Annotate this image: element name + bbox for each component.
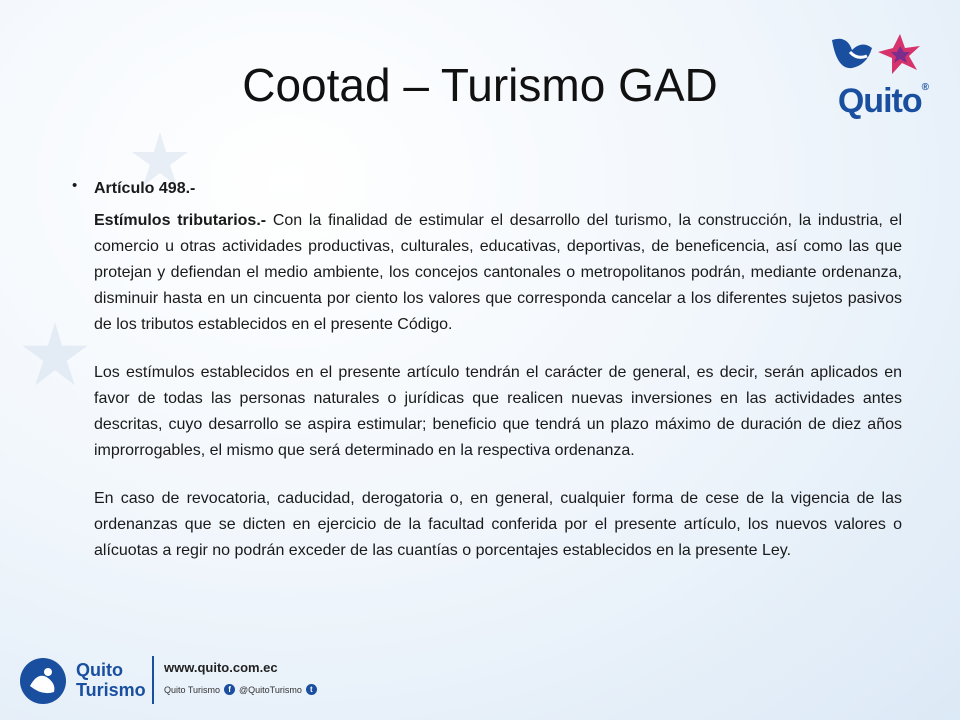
footer-brand xyxy=(76,660,146,700)
registered-mark: ® xyxy=(921,82,928,93)
footer xyxy=(18,652,348,708)
slide-title: Cootad – Turismo GAD xyxy=(242,59,718,111)
article-heading: Artículo 498.- xyxy=(94,180,196,197)
slide-content xyxy=(72,176,902,586)
bullet-item xyxy=(72,176,902,204)
footer-social xyxy=(164,684,317,695)
footer-website[interactable]: www.quito.com.ec xyxy=(164,660,278,675)
paragraph-1-lead: Estímulos tributarios.- xyxy=(94,212,267,229)
paragraph-2: Los estímulos establecidos en el presente artículo tendrán el carácter de general, es decir, serán aplicados en favor de todas las personas naturales o jurídicas que realicen nuevas inversiones en las actividades antes descritas, cuyo desarrollo se aspira estimular; beneficio que tendrá un plazo máximo de duración de diez años improrrogables, el mismo que será determinado en la respectiva ordenanza. xyxy=(94,364,902,459)
footer-brand-line1: Quito xyxy=(76,660,123,680)
footer-divider xyxy=(152,656,154,704)
paragraph-3: En caso de revocatoria, caducidad, derogatoria o, en general, cualquier forma de cese de la vigencia de las ordenanzas que se dicten en ejercicio de la facultad conferida por el presente artículo, los nuevos valores o alícuotas a regir no podrán exceder de las cuantías o porcentajes establecidos en la presente Ley. xyxy=(94,490,902,559)
quito-logo-text xyxy=(838,82,928,121)
logo-wordmark: Quito xyxy=(837,82,922,120)
facebook-icon[interactable]: f xyxy=(224,684,235,695)
twitter-label[interactable]: @QuitoTurismo xyxy=(239,684,302,695)
twitter-icon[interactable]: t xyxy=(306,684,317,695)
paragraph-1-body: Con la finalidad de estimular el desarrollo del turismo, la construcción, la industria, el comercio u otras actividades productivas, culturales, educativas, deportivas, de beneficencia, así como las que protejan y defiendan el medio ambiente, los concejos cantonales o metropolitanos podrán, mediante ordenanza, disminuir hasta en un cincuenta por ciento los valores que corresponda cancelar a los diferentes sujetos pasivos de los tributos establecidos en el presente Código. xyxy=(94,212,902,333)
quito-turismo-logo-icon xyxy=(18,656,68,706)
paragraph-1 xyxy=(94,208,902,338)
footer-brand-line2: Turismo xyxy=(76,680,146,700)
bullet-icon: • xyxy=(72,177,78,194)
facebook-label[interactable]: Quito Turismo xyxy=(164,684,221,695)
